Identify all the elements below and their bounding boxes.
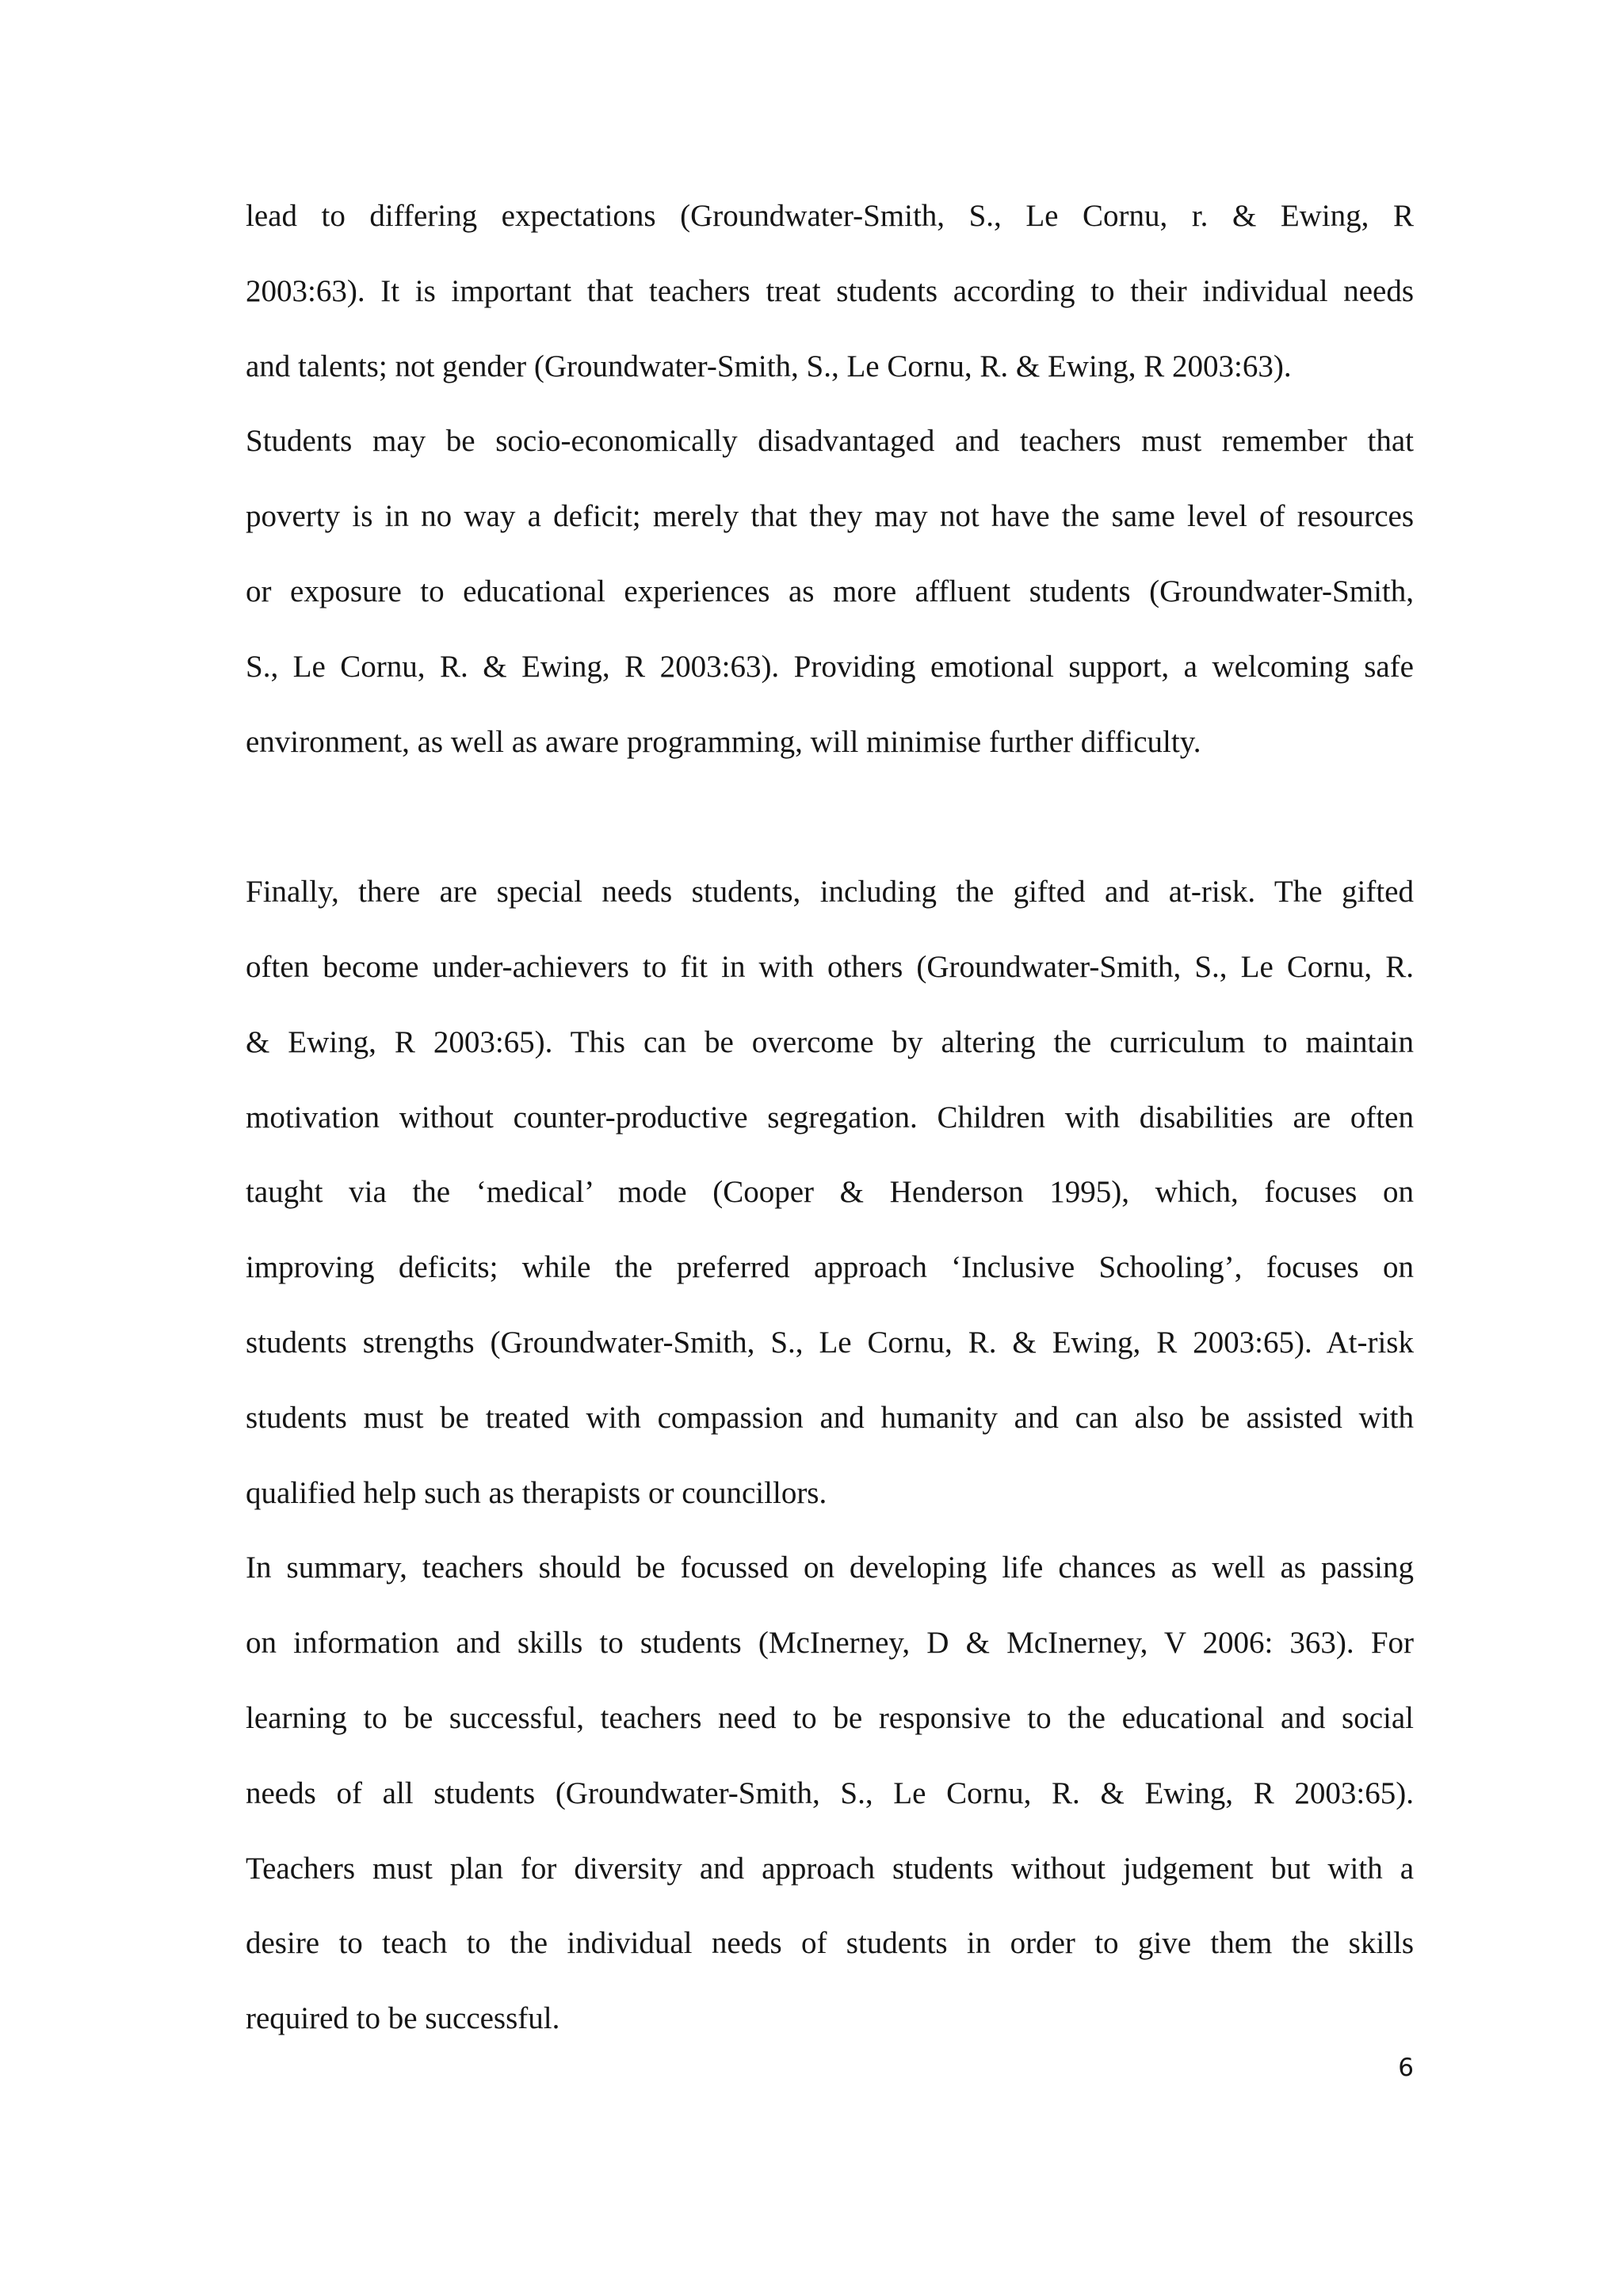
text-line: or exposure to educational experiences as more affluent students (Groundwater-Smith, xyxy=(246,574,1414,608)
text-line: environment, as well as aware programming, will minimise further difficulty. xyxy=(246,724,1201,759)
text-line: qualified help such as therapists or councillors. xyxy=(246,1475,827,1510)
text-line: taught via the ‘medical’ mode (Cooper & Henderson 1995), which, focuses on xyxy=(246,1175,1414,1210)
text-line: students strengths (Groundwater-Smith, S., Le Cornu, R. & Ewing, R 2003:65). At-risk xyxy=(246,1325,1414,1360)
text-line: motivation without counter-productive segregation. Children with disabilities are often xyxy=(246,1100,1414,1135)
page-number: 6 xyxy=(1398,2054,1414,2082)
text-line: and talents; not gender (Groundwater-Smith, S., Le Cornu, R. & Ewing, R 2003:63). xyxy=(246,349,1292,383)
text-line: Finally, there are special needs students, including the gifted and at-risk. The gifted xyxy=(246,875,1414,910)
text-line: improving deficits; while the preferred approach ‘Inclusive Schooling’, focuses on xyxy=(246,1250,1414,1285)
text-line: often become under-achievers to fit in with others (Groundwater-Smith, S., Le Cornu, R. xyxy=(246,949,1414,984)
text-line: students must be treated with compassion and humanity and can also be assisted with xyxy=(246,1400,1414,1435)
text-line: learning to be successful, teachers need to be responsive to the educational and social xyxy=(246,1700,1414,1735)
text-line: & Ewing, R 2003:65). This can be overcome by altering the curriculum to maintain xyxy=(246,1024,1414,1059)
text-line: lead to differing expectations (Groundwater-Smith, S., Le Cornu, r. & Ewing, R xyxy=(246,199,1414,233)
text-line: Teachers must plan for diversity and approach students without judgement but with a xyxy=(246,1851,1414,1886)
text-line: Students may be socio-economically disadvantaged and teachers must remember that xyxy=(246,424,1414,459)
body-text xyxy=(246,193,1414,2070)
text-line: S., Le Cornu, R. & Ewing, R 2003:63). Providing emotional support, a welcoming safe xyxy=(246,649,1414,684)
text-line: desire to teach to the individual needs of students in order to give them the skills xyxy=(246,1926,1414,1961)
text-line: In summary, teachers should be focussed on developing life chances as well as passing xyxy=(246,1550,1414,1585)
text-line: on information and skills to students (McInerney, D & McInerney, V 2006: 363). For xyxy=(246,1626,1414,1661)
text-line: required to be successful. xyxy=(246,2001,560,2036)
text-line: 2003:63). It is important that teachers treat students according to their individual needs xyxy=(246,273,1414,308)
text-line: poverty is in no way a deficit; merely that they may not have the same level of resources xyxy=(246,499,1414,534)
text-line: needs of all students (Groundwater-Smith, S., Le Cornu, R. & Ewing, R 2003:65). xyxy=(246,1775,1414,1810)
paragraph-gap xyxy=(246,793,1414,868)
